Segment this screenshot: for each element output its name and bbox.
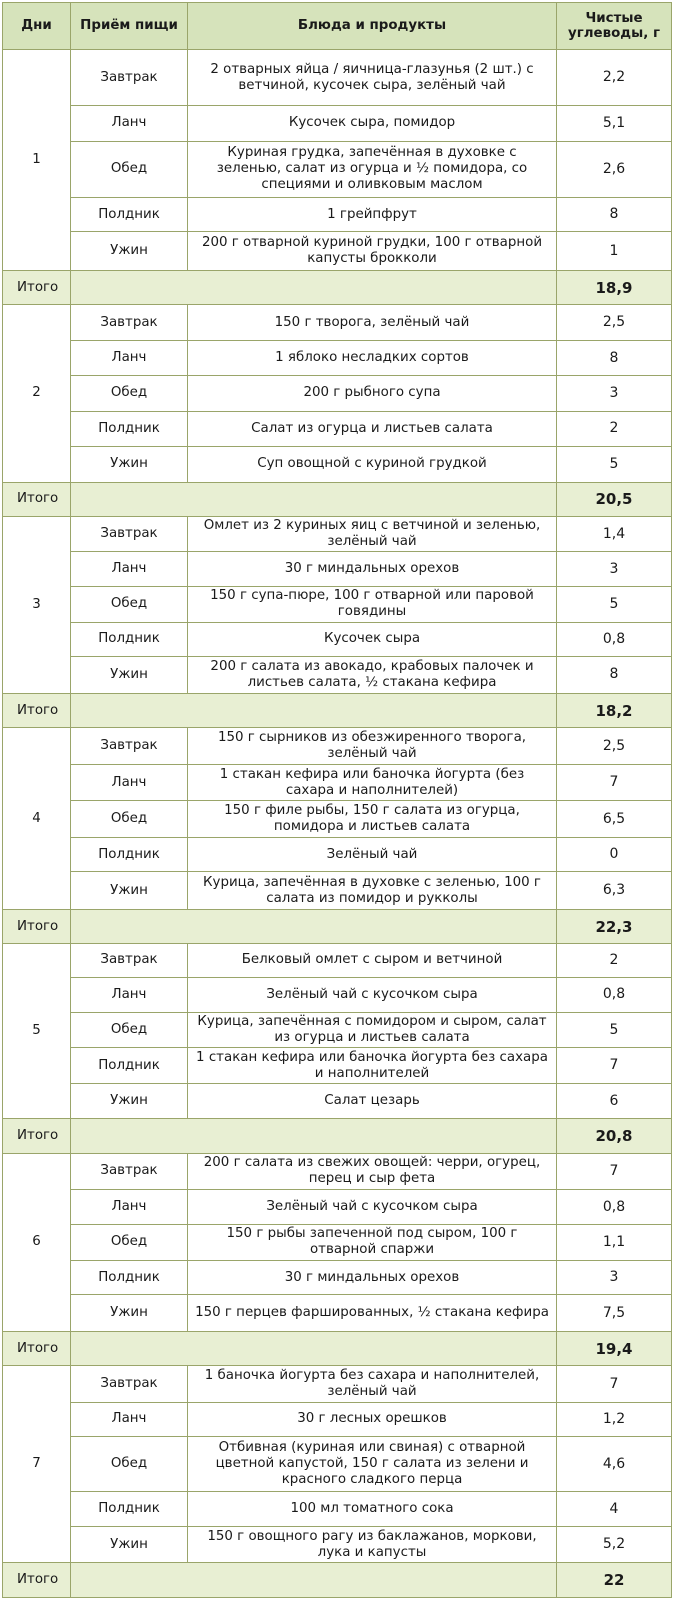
carbs-cell: 1,4 bbox=[557, 516, 672, 551]
table-row bbox=[3, 1048, 672, 1083]
dish-cell: 1 стакан кефира или баночка йогурта (без сахара и наполнителей) bbox=[188, 764, 557, 800]
total-label: Итого bbox=[3, 694, 71, 728]
dish-cell: 1 яблоко несладких сортов bbox=[188, 340, 557, 375]
table-row bbox=[3, 340, 672, 375]
dish-cell: Курица, запечённая с помидором и сыром, салат из огурца и листьев салата bbox=[188, 1013, 557, 1048]
header-meal: Приём пищи bbox=[71, 3, 188, 50]
total-spacer bbox=[71, 1331, 557, 1365]
carbs-cell: 8 bbox=[557, 198, 672, 232]
carbs-cell: 5 bbox=[557, 586, 672, 622]
dish-cell: Салат из огурца и листьев салата bbox=[188, 411, 557, 446]
total-label: Итого bbox=[3, 1563, 71, 1598]
meal-cell: Полдник bbox=[71, 1492, 188, 1526]
day-number: 3 bbox=[3, 516, 71, 693]
header-day: Дни bbox=[3, 3, 71, 50]
meal-cell: Завтрак bbox=[71, 728, 188, 764]
meal-cell: Ланч bbox=[71, 340, 188, 375]
total-value: 20,8 bbox=[557, 1119, 672, 1153]
table-body bbox=[3, 50, 672, 1598]
carbs-cell: 3 bbox=[557, 552, 672, 586]
table-row bbox=[3, 447, 672, 482]
dish-cell: 1 баночка йогурта без сахара и наполнителей, зелёный чай bbox=[188, 1366, 557, 1402]
meal-cell: Ужин bbox=[71, 872, 188, 910]
meal-cell: Обед bbox=[71, 586, 188, 622]
table-row bbox=[3, 1190, 672, 1224]
day-number: 5 bbox=[3, 944, 71, 1119]
table-row bbox=[3, 305, 672, 340]
total-spacer bbox=[71, 482, 557, 516]
meal-cell: Полдник bbox=[71, 1261, 188, 1295]
table-row bbox=[3, 376, 672, 411]
meal-cell: Ужин bbox=[71, 1083, 188, 1118]
total-label: Итого bbox=[3, 1119, 71, 1153]
table-row bbox=[3, 1437, 672, 1492]
carbs-cell: 1,1 bbox=[557, 1224, 672, 1260]
table-row bbox=[3, 656, 672, 694]
carbs-cell: 2,2 bbox=[557, 50, 672, 106]
meal-cell: Обед bbox=[71, 1013, 188, 1048]
meal-cell: Ланч bbox=[71, 106, 188, 141]
meal-cell: Полдник bbox=[71, 1048, 188, 1083]
table-header-row bbox=[3, 3, 672, 50]
dish-cell: 200 г рыбного супа bbox=[188, 376, 557, 411]
meal-plan-table bbox=[2, 2, 672, 1598]
meal-cell: Обед bbox=[71, 801, 188, 837]
dish-cell: 2 отварных яйца / яичница-глазунья (2 шт.) с ветчиной, кусочек сыра, зелёный чай bbox=[188, 50, 557, 106]
meal-cell: Полдник bbox=[71, 411, 188, 446]
carbs-cell: 1 bbox=[557, 232, 672, 271]
table-row bbox=[3, 801, 672, 837]
meal-cell: Завтрак bbox=[71, 50, 188, 106]
table-row bbox=[3, 1013, 672, 1048]
meal-cell: Ланч bbox=[71, 552, 188, 586]
dish-cell: 200 г салата из свежих овощей: черри, огурец, перец и сыр фета bbox=[188, 1153, 557, 1189]
header-carbs: Чистые углеводы, г bbox=[557, 3, 672, 50]
total-row bbox=[3, 270, 672, 304]
carbs-cell: 7 bbox=[557, 1048, 672, 1083]
carbs-cell: 0,8 bbox=[557, 623, 672, 656]
dish-cell: 150 г творога, зелёный чай bbox=[188, 305, 557, 340]
total-spacer bbox=[71, 1563, 557, 1598]
carbs-cell: 7 bbox=[557, 1366, 672, 1402]
table-row bbox=[3, 1526, 672, 1562]
table-row bbox=[3, 516, 672, 551]
table-row bbox=[3, 1083, 672, 1118]
dish-cell: Зелёный чай с кусочком сыра bbox=[188, 1190, 557, 1224]
total-value: 19,4 bbox=[557, 1331, 672, 1365]
carbs-cell: 8 bbox=[557, 340, 672, 375]
total-row bbox=[3, 1119, 672, 1153]
dish-cell: Зелёный чай с кусочком сыра bbox=[188, 977, 557, 1012]
carbs-cell: 2,6 bbox=[557, 141, 672, 197]
carbs-cell: 7 bbox=[557, 1153, 672, 1189]
table-row bbox=[3, 623, 672, 656]
meal-cell: Обед bbox=[71, 141, 188, 197]
dish-cell: 150 г перцев фаршированных, ½ стакана кефира bbox=[188, 1295, 557, 1331]
table-row bbox=[3, 1295, 672, 1331]
meal-cell: Обед bbox=[71, 376, 188, 411]
total-value: 18,2 bbox=[557, 694, 672, 728]
dish-cell: 30 г миндальных орехов bbox=[188, 1261, 557, 1295]
meal-cell: Ужин bbox=[71, 656, 188, 694]
dish-cell: Омлет из 2 куриных яиц с ветчиной и зеленью, зелёный чай bbox=[188, 516, 557, 551]
carbs-cell: 1,2 bbox=[557, 1402, 672, 1436]
table-row bbox=[3, 728, 672, 764]
meal-cell: Завтрак bbox=[71, 944, 188, 977]
day-number: 1 bbox=[3, 50, 71, 271]
total-row bbox=[3, 1331, 672, 1365]
dish-cell: Салат цезарь bbox=[188, 1083, 557, 1118]
total-value: 18,9 bbox=[557, 270, 672, 304]
total-row bbox=[3, 694, 672, 728]
dish-cell: Кусочек сыра, помидор bbox=[188, 106, 557, 141]
meal-cell: Ланч bbox=[71, 977, 188, 1012]
carbs-cell: 5,2 bbox=[557, 1526, 672, 1562]
carbs-cell: 5 bbox=[557, 1013, 672, 1048]
table-row bbox=[3, 552, 672, 586]
dish-cell: 1 грейпфрут bbox=[188, 198, 557, 232]
meal-cell: Ужин bbox=[71, 1295, 188, 1331]
meal-cell: Ланч bbox=[71, 1402, 188, 1436]
table-row bbox=[3, 1402, 672, 1436]
carbs-cell: 0 bbox=[557, 837, 672, 871]
meal-cell: Ужин bbox=[71, 447, 188, 482]
total-value: 22 bbox=[557, 1563, 672, 1598]
meal-cell: Завтрак bbox=[71, 305, 188, 340]
table-row bbox=[3, 1224, 672, 1260]
table-row bbox=[3, 837, 672, 871]
total-spacer bbox=[71, 909, 557, 943]
total-value: 22,3 bbox=[557, 909, 672, 943]
carbs-cell: 5,1 bbox=[557, 106, 672, 141]
table-row bbox=[3, 232, 672, 271]
table-row bbox=[3, 872, 672, 910]
dish-cell: 30 г лесных орешков bbox=[188, 1402, 557, 1436]
dish-cell: 200 г салата из авокадо, крабовых палочек и листьев салата, ½ стакана кефира bbox=[188, 656, 557, 694]
meal-cell: Завтрак bbox=[71, 1366, 188, 1402]
total-spacer bbox=[71, 270, 557, 304]
carbs-cell: 6,5 bbox=[557, 801, 672, 837]
dish-cell: Курица, запечённая в духовке с зеленью, 100 г салата из помидор и рукколы bbox=[188, 872, 557, 910]
meal-cell: Завтрак bbox=[71, 516, 188, 551]
table-row bbox=[3, 198, 672, 232]
carbs-cell: 2,5 bbox=[557, 728, 672, 764]
table-row bbox=[3, 1492, 672, 1526]
day-number: 4 bbox=[3, 728, 71, 909]
carbs-cell: 6,3 bbox=[557, 872, 672, 910]
table-row bbox=[3, 586, 672, 622]
meal-cell: Завтрак bbox=[71, 1153, 188, 1189]
dish-cell: 150 г филе рыбы, 150 г салата из огурца, помидора и листьев салата bbox=[188, 801, 557, 837]
meal-cell: Обед bbox=[71, 1437, 188, 1492]
total-spacer bbox=[71, 694, 557, 728]
dish-cell: Зелёный чай bbox=[188, 837, 557, 871]
dish-cell: 150 г овощного рагу из баклажанов, моркови, лука и капусты bbox=[188, 1526, 557, 1562]
carbs-cell: 0,8 bbox=[557, 1190, 672, 1224]
table-row bbox=[3, 106, 672, 141]
table-row bbox=[3, 977, 672, 1012]
dish-cell: 30 г миндальных орехов bbox=[188, 552, 557, 586]
total-value: 20,5 bbox=[557, 482, 672, 516]
meal-cell: Ланч bbox=[71, 764, 188, 800]
dish-cell: 200 г отварной куриной грудки, 100 г отварной капусты брокколи bbox=[188, 232, 557, 271]
carbs-cell: 6 bbox=[557, 1083, 672, 1118]
day-number: 6 bbox=[3, 1153, 71, 1331]
dish-cell: Кусочек сыра bbox=[188, 623, 557, 656]
table-row bbox=[3, 141, 672, 197]
table-row bbox=[3, 944, 672, 977]
carbs-cell: 2 bbox=[557, 411, 672, 446]
meal-cell: Полдник bbox=[71, 623, 188, 656]
dish-cell: 150 г рыбы запеченной под сыром, 100 г отварной спаржи bbox=[188, 1224, 557, 1260]
carbs-cell: 3 bbox=[557, 1261, 672, 1295]
dish-cell: Куриная грудка, запечённая в духовке с зеленью, салат из огурца и ½ помидора, со специями и оливковым маслом bbox=[188, 141, 557, 197]
meal-cell: Обед bbox=[71, 1224, 188, 1260]
carbs-cell: 7,5 bbox=[557, 1295, 672, 1331]
meal-cell: Ужин bbox=[71, 232, 188, 271]
total-label: Итого bbox=[3, 482, 71, 516]
carbs-cell: 2,5 bbox=[557, 305, 672, 340]
total-label: Итого bbox=[3, 909, 71, 943]
carbs-cell: 5 bbox=[557, 447, 672, 482]
total-label: Итого bbox=[3, 270, 71, 304]
meal-cell: Полдник bbox=[71, 837, 188, 871]
dish-cell: 1 стакан кефира или баночка йогурта без сахара и наполнителей bbox=[188, 1048, 557, 1083]
table-row bbox=[3, 1366, 672, 1402]
carbs-cell: 8 bbox=[557, 656, 672, 694]
dish-cell: Суп овощной с куриной грудкой bbox=[188, 447, 557, 482]
carbs-cell: 4,6 bbox=[557, 1437, 672, 1492]
meal-cell: Ужин bbox=[71, 1526, 188, 1562]
meal-cell: Ланч bbox=[71, 1190, 188, 1224]
carbs-cell: 4 bbox=[557, 1492, 672, 1526]
table-row bbox=[3, 411, 672, 446]
total-spacer bbox=[71, 1119, 557, 1153]
carbs-cell: 2 bbox=[557, 944, 672, 977]
day-number: 2 bbox=[3, 305, 71, 482]
total-label: Итого bbox=[3, 1331, 71, 1365]
dish-cell: 150 г сырников из обезжиренного творога, зелёный чай bbox=[188, 728, 557, 764]
dish-cell: Отбивная (куриная или свиная) с отварной цветной капустой, 150 г салата из зелени и красного сладкого перца bbox=[188, 1437, 557, 1492]
header-dishes: Блюда и продукты bbox=[188, 3, 557, 50]
carbs-cell: 7 bbox=[557, 764, 672, 800]
table-row bbox=[3, 1261, 672, 1295]
total-row bbox=[3, 909, 672, 943]
table-row bbox=[3, 1153, 672, 1189]
total-row bbox=[3, 1563, 672, 1598]
table-row bbox=[3, 50, 672, 106]
total-row bbox=[3, 482, 672, 516]
meal-cell: Полдник bbox=[71, 198, 188, 232]
carbs-cell: 0,8 bbox=[557, 977, 672, 1012]
dish-cell: Белковый омлет с сыром и ветчиной bbox=[188, 944, 557, 977]
table-row bbox=[3, 764, 672, 800]
day-number: 7 bbox=[3, 1366, 71, 1563]
dish-cell: 100 мл томатного сока bbox=[188, 1492, 557, 1526]
carbs-cell: 3 bbox=[557, 376, 672, 411]
dish-cell: 150 г супа-пюре, 100 г отварной или паровой говядины bbox=[188, 586, 557, 622]
